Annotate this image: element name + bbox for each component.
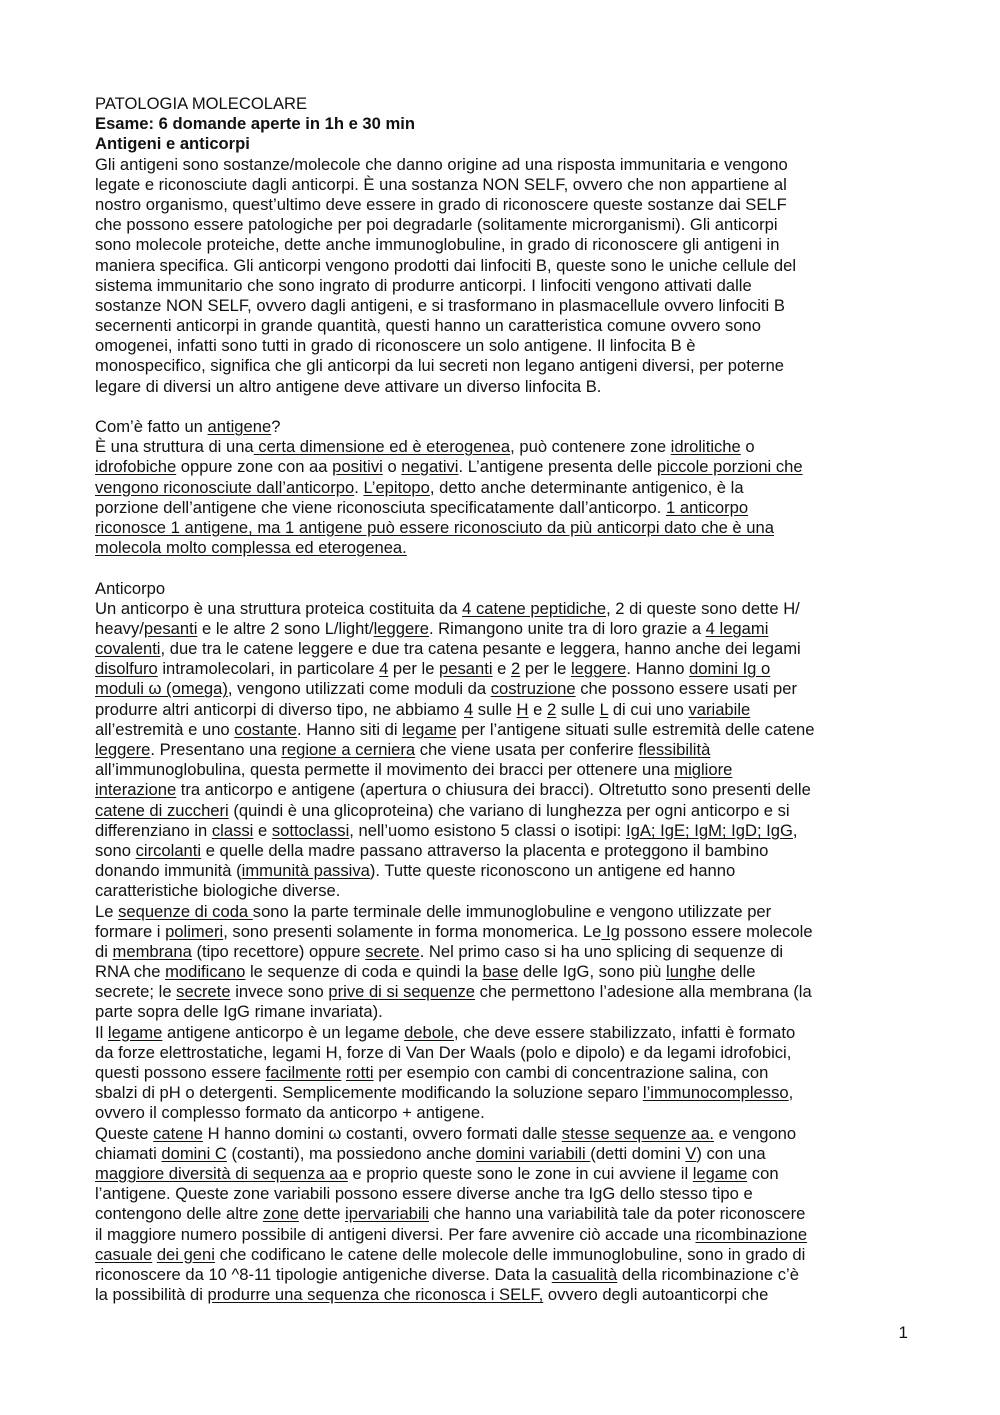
text-line: [95, 1144, 910, 1164]
text-segment: secrete; le: [95, 982, 177, 1002]
text-line: [95, 478, 910, 498]
text-segment: ,: [788, 1083, 794, 1103]
text-segment: Un anticorpo è una struttura proteica costituita da: [95, 598, 463, 618]
document-title: PATOLOGIA MOLECOLARE: [95, 94, 308, 113]
text-segment: e vengono: [714, 1123, 797, 1143]
text-segment: .: [354, 477, 364, 497]
underlined-text: L: [599, 699, 609, 719]
text-segment: produrre altri anticorpi di diverso tipo, ne abbiamo: [95, 699, 464, 719]
text-line: [95, 720, 910, 740]
text-segment: monospecifico, significa che gli anticorpi da lui secreti non legano antigeni diversi, per poterne: [95, 356, 785, 376]
text-segment: all’estremità e uno: [95, 719, 235, 739]
text-line: [95, 417, 910, 437]
underlined-text: pesanti: [143, 618, 198, 638]
text-segment: ?: [271, 417, 281, 436]
underlined-text: domini C: [161, 1143, 227, 1163]
text-line: [95, 296, 910, 316]
text-line: [95, 1204, 910, 1224]
text-line: [95, 518, 910, 538]
underlined-text: Ig: [601, 921, 620, 941]
text-line: [95, 922, 910, 942]
text-segment: . Hanno: [626, 659, 690, 679]
text-line: [95, 841, 910, 861]
text-segment: sulle: [556, 699, 600, 719]
page-number: 1: [898, 1323, 908, 1342]
text-line: [95, 881, 910, 901]
text-segment: sono la parte terminale delle immunoglobuline e vengono utilizzate per: [252, 901, 772, 921]
text-segment: le sequenze di coda e quindi la: [245, 962, 483, 982]
underlined-text: interazione: [95, 780, 177, 800]
text-line: [95, 942, 910, 962]
text-segment: (quindi è una glicoproteina) che variano di lunghezza per ogni anticorpo e si: [228, 800, 790, 820]
underlined-text: classi: [211, 820, 254, 840]
text-segment: all’immunoglobulina, questa permette il movimento dei bracci per ottenere una: [95, 760, 675, 780]
text-segment: , detto anche determinante antigenico, è la: [429, 477, 744, 497]
underlined-text: disolfuro: [95, 659, 158, 679]
underlined-text: V: [685, 1143, 697, 1163]
text-line: [95, 1225, 910, 1245]
document-body: [95, 155, 910, 1306]
text-segment: sulle: [473, 699, 517, 719]
text-line: [95, 619, 910, 639]
underlined-text: secrete: [176, 982, 231, 1002]
text-segment: Anticorpo: [95, 578, 166, 598]
text-segment: legare di diversi un altro antigene deve attivare un diverso linfocita B.: [95, 376, 602, 396]
text-segment: , può contenere zone: [510, 437, 671, 457]
text-segment: tra anticorpo e antigene (apertura o chiusura dei bracci). Oltretutto sono presenti delle: [176, 780, 811, 800]
text-segment: , vengono utilizzati come moduli da: [227, 679, 491, 699]
text-line: [95, 780, 910, 800]
section-heading: Antigeni e anticorpi: [95, 134, 250, 154]
text-line: [95, 1164, 910, 1184]
text-segment: di cui uno: [608, 699, 689, 719]
text-line: [95, 1184, 910, 1204]
text-segment: , due tra le catene leggere e due tra catena pesante e leggera, hanno anche dei legami: [160, 639, 801, 659]
underlined-text: legame: [692, 1163, 748, 1183]
text-segment: e: [492, 659, 512, 679]
underlined-text: piccole porzioni che: [656, 457, 803, 477]
underlined-text: molecola molto complessa ed eterogenea.: [95, 538, 407, 558]
underlined-text: catene: [153, 1123, 203, 1143]
text-segment: con: [747, 1163, 779, 1183]
underlined-text: flessibilità: [638, 740, 711, 759]
text-segment: antigene anticorpo è un legame: [162, 1022, 405, 1042]
underlined-text: regione a cerniera: [281, 740, 416, 759]
text-line: [95, 740, 910, 760]
text-segment: che hanno una variabilità tale da poter riconoscere: [428, 1204, 806, 1224]
text-segment: legate e riconosciute dagli anticorpi. È una sostanza NON SELF, ovvero che non appartiene al: [95, 174, 787, 194]
text-segment: l’antigene. Queste zone variabili possono essere diverse anche tra IgG dello stesso tipo e: [95, 1184, 753, 1204]
text-segment: , che deve essere stabilizzato, infatti è formato: [453, 1022, 796, 1042]
text-segment: . Presentano una: [150, 740, 282, 759]
underlined-text: maggiore diversità di sequenza aa: [95, 1163, 348, 1183]
underlined-text: casualità: [551, 1264, 618, 1284]
text-segment: da forze elettrostatiche, legami H, forze di Van Der Waals (polo e dipolo) e da legami idrofobici,: [95, 1042, 792, 1062]
text-segment: Il: [95, 1022, 108, 1042]
text-line: [95, 1245, 910, 1265]
text-segment: , sono presenti solamente in forma monomerica. Le: [223, 921, 602, 941]
underlined-text: membrana: [112, 941, 192, 961]
text-line: [95, 215, 910, 235]
underlined-text: casuale: [95, 1244, 153, 1264]
underlined-text: lunghe: [666, 962, 716, 982]
text-line: [95, 538, 910, 558]
text-line: [95, 821, 910, 841]
text-segment: differenziano in: [95, 820, 212, 840]
text-segment: Le: [95, 901, 119, 921]
text-segment: sono: [95, 840, 136, 860]
text-segment: (tipo recettore) oppure: [191, 941, 366, 961]
text-line: [95, 1002, 910, 1022]
text-segment: che possono essere patologiche per poi degradarle (solitamente microrganismi). Gli anticorpi: [95, 215, 778, 235]
underlined-text: zone: [262, 1204, 299, 1224]
underlined-text: ricombinazione: [695, 1224, 808, 1244]
text-segment: delle: [715, 962, 756, 982]
text-segment: per le: [388, 659, 440, 679]
underlined-text: sequenze di coda: [118, 901, 253, 921]
text-segment: per le: [520, 659, 571, 679]
text-segment: che codificano le catene delle molecole delle immunoglobuline, sono in grado di: [214, 1244, 806, 1264]
text-segment: Com’è fatto un: [95, 417, 208, 436]
underlined-text: base: [482, 962, 519, 982]
text-segment: Queste: [95, 1123, 154, 1143]
text-line: [95, 195, 910, 215]
underlined-text: leggere: [570, 659, 627, 679]
text-segment: ). Tutte queste riconoscono un antigene ed hanno: [369, 861, 736, 881]
text-segment: il maggiore numero possibile di antigeni diversi. Per fare avvenire ciò accade una: [95, 1224, 696, 1244]
underlined-text: idrolitiche: [670, 437, 741, 457]
text-segment: o: [740, 437, 755, 457]
underlined-text: 2: [511, 659, 521, 679]
underlined-text: riconosce 1 antigene, ma 1 antigene può essere riconosciuto da più anticorpi dato che è una: [95, 517, 774, 537]
text-line: [95, 801, 910, 821]
underlined-text: idrofobiche: [95, 457, 177, 477]
underlined-text: pesanti: [439, 659, 493, 679]
text-line: [95, 679, 910, 699]
underlined-text: covalenti: [95, 639, 161, 659]
text-segment: oppure zone con aa: [176, 457, 333, 477]
text-segment: . Nel primo caso si ha uno splicing di sequenze di: [419, 941, 784, 961]
text-segment: intramolecolari, in particolare: [157, 659, 380, 679]
text-line: [95, 498, 910, 518]
underlined-text: facilmente: [265, 1063, 342, 1082]
underlined-text: l’immunocomplesso: [642, 1083, 789, 1103]
text-segment: . L’antigene presenta delle: [458, 457, 657, 477]
text-line: [95, 1285, 910, 1305]
text-segment: di: [95, 941, 113, 961]
text-segment: È una struttura di una: [95, 437, 254, 457]
text-segment: parte sopra delle IgG rimane invariata).: [95, 1002, 383, 1022]
underlined-text: variabile: [688, 699, 751, 719]
text-segment: o: [382, 457, 402, 477]
text-segment: della ricombinazione c’è: [617, 1264, 799, 1284]
underlined-text: antigene: [207, 417, 272, 436]
text-line: [95, 962, 910, 982]
text-segment: maniera specifica. Gli anticorpi vengono prodotti dai linfociti B, queste sono le uniche cellule del: [95, 255, 797, 275]
text-segment: e quelle della madre passano attraverso la placenta e proteggono il bambino: [201, 840, 769, 860]
text-line: [95, 902, 910, 922]
document-page: [95, 94, 910, 1305]
underlined-text: positivi: [332, 457, 383, 477]
text-segment: questi possono essere: [95, 1063, 266, 1082]
text-segment: caratteristiche biologiche diverse.: [95, 881, 341, 901]
text-segment: ovvero degli autoanticorpi che: [543, 1285, 769, 1305]
text-segment: (detti domini: [590, 1143, 686, 1163]
text-line: [95, 276, 910, 296]
underlined-text: vengono riconosciute dall’anticorpo: [95, 477, 355, 497]
underlined-text: immunità passiva: [241, 861, 370, 881]
underlined-text: leggere: [95, 740, 151, 759]
text-segment: . Rimangono unite tra di loro grazie a: [428, 618, 706, 638]
underlined-text: produrre una sequenza che riconosca i SELF,: [207, 1285, 544, 1305]
text-segment: riconoscere da 10 ^8-11 tipologie antigeniche diverse. Data la: [95, 1264, 552, 1284]
text-line: [95, 336, 910, 356]
underlined-text: sottoclassi: [271, 820, 350, 840]
underlined-text: polimeri: [165, 921, 224, 941]
text-segment: ,: [792, 820, 798, 840]
text-line: [95, 1103, 910, 1123]
text-segment: H hanno domini ω costanti, ovvero formati dalle: [202, 1123, 562, 1143]
underlined-text: legame: [402, 719, 457, 739]
underlined-text: dei geni: [156, 1244, 215, 1264]
text-segment: secernenti anticorpi in grande quantità, questi hanno un caratteristica comune ovvero sono: [95, 316, 762, 336]
underlined-text: ipervariabili: [345, 1204, 429, 1224]
text-line: [95, 1063, 910, 1083]
underlined-text: rotti: [345, 1063, 374, 1082]
underlined-text: costante: [234, 719, 298, 739]
underlined-text: costruzione: [490, 679, 576, 699]
text-line: [95, 982, 910, 1002]
text-segment: per l’antigene situati sulle estremità delle catene: [456, 719, 815, 739]
text-segment: nostro organismo, quest’ultimo deve essere in grado di riconoscere queste sostanze dai SELF: [95, 194, 787, 214]
text-segment: e le altre 2 sono L/light/: [197, 618, 374, 638]
underlined-text: moduli ω (omega): [95, 679, 228, 699]
blank-line: [95, 397, 910, 417]
underlined-text: stesse sequenze aa.: [561, 1123, 715, 1143]
underlined-text: 2: [546, 699, 557, 719]
text-line: [95, 256, 910, 276]
blank-line: [95, 558, 910, 578]
text-line: [95, 1083, 910, 1103]
text-segment: chiamati: [95, 1143, 162, 1163]
underlined-text: secrete: [365, 941, 420, 961]
text-segment: formare i: [95, 921, 166, 941]
text-line: [95, 659, 910, 679]
text-segment: . Hanno siti di: [297, 719, 403, 739]
text-line: [95, 861, 910, 881]
text-segment: la possibilità di: [95, 1285, 208, 1305]
text-segment: possono essere molecole: [619, 921, 813, 941]
text-segment: heavy/: [95, 618, 144, 638]
underlined-text: 4: [463, 699, 474, 719]
text-segment: che viene usata per conferire: [415, 740, 639, 759]
text-segment: , 2 di queste sono dette H/: [606, 598, 800, 618]
underlined-text: certa dimensione ed è eterogenea: [253, 437, 511, 457]
text-segment: sono molecole proteiche, dette anche immunoglobuline, in grado di riconoscere gli antigeni in: [95, 235, 780, 255]
text-segment: RNA che: [95, 962, 166, 982]
text-segment: sostanze NON SELF, ovvero dagli antigeni, e si trasformano in plasmacellule ovvero linfociti B: [95, 295, 785, 315]
text-line: [95, 1124, 910, 1144]
text-line: [95, 377, 910, 397]
text-line: [95, 1265, 910, 1285]
text-segment: sbalzi di pH o detergenti. Semplicemente modificando la soluzione separo: [95, 1083, 643, 1103]
underlined-text: migliore: [674, 760, 733, 780]
text-segment: e: [528, 699, 547, 719]
text-line: [95, 579, 910, 599]
exam-info: Esame: 6 domande aperte in 1h e 30 min: [95, 114, 416, 134]
underlined-text: 1 anticorpo: [666, 497, 749, 517]
text-segment: Gli antigeni sono sostanze/molecole che danno origine ad una risposta immunitaria e vengono: [95, 154, 788, 174]
text-segment: delle IgG, sono più: [518, 962, 667, 982]
text-line: [95, 760, 910, 780]
text-line: [95, 599, 910, 619]
text-segment: che permettono l’adesione alla membrana (la: [475, 982, 812, 1002]
text-line: [95, 639, 910, 659]
underlined-text: 4 legami: [705, 618, 769, 638]
text-line: [95, 1043, 910, 1063]
text-segment: e proprio queste sono le zone in cui avviene il: [347, 1163, 693, 1183]
text-segment: porzione dell’antigene che viene riconosciuta specificatamente dall’anticorpo.: [95, 497, 666, 517]
text-segment: dette: [298, 1204, 346, 1224]
text-segment: , nell’uomo esistono 5 classi o isotipi:: [349, 820, 626, 840]
text-line: [95, 235, 910, 255]
underlined-text: circolanti: [135, 840, 202, 860]
text-segment: invece sono: [230, 982, 329, 1002]
text-segment: (costanti), ma possiedono anche: [226, 1143, 476, 1163]
underlined-text: catene di zuccheri: [95, 800, 229, 820]
text-segment: donando immunità (: [95, 861, 242, 881]
underlined-text: prive di si sequenze: [328, 982, 476, 1002]
text-segment: ovvero il complesso formato da anticorpo + antigene.: [95, 1103, 485, 1123]
text-line: [95, 1023, 910, 1043]
underlined-text: 4 catene peptidiche: [462, 598, 607, 618]
underlined-text: IgA; IgE; IgM; IgD; IgG: [625, 820, 793, 840]
underlined-text: negativi: [401, 457, 459, 477]
text-line: [95, 316, 910, 336]
text-line: [95, 700, 910, 720]
text-line: [95, 356, 910, 376]
text-segment: contengono delle altre: [95, 1204, 263, 1224]
underlined-text: debole: [404, 1022, 454, 1042]
text-line: [95, 457, 910, 477]
underlined-text: legame: [107, 1022, 163, 1042]
text-segment: ) con una: [696, 1143, 766, 1163]
underlined-text: leggere: [373, 618, 429, 638]
text-line: [95, 175, 910, 195]
text-segment: che possono essere usati per: [575, 679, 797, 699]
text-segment: per esempio con cambi di concentrazione salina, con: [373, 1063, 769, 1082]
text-segment: e: [253, 820, 272, 840]
text-line: [95, 437, 910, 457]
text-line: [95, 155, 910, 175]
underlined-text: domini variabili: [475, 1143, 591, 1163]
underlined-text: modificano: [165, 962, 246, 982]
underlined-text: 4: [379, 659, 389, 679]
text-segment: sistema immunitario che sono ingrato di produrre anticorpi. I linfociti vengono attivati dalle: [95, 275, 752, 295]
underlined-text: domini Ig o: [689, 659, 771, 679]
underlined-text: L’epitopo: [363, 477, 430, 497]
underlined-text: H: [516, 699, 529, 719]
text-segment: omogenei, infatti sono tutti in grado di riconoscere un solo antigene. Il linfocita B è: [95, 336, 696, 356]
